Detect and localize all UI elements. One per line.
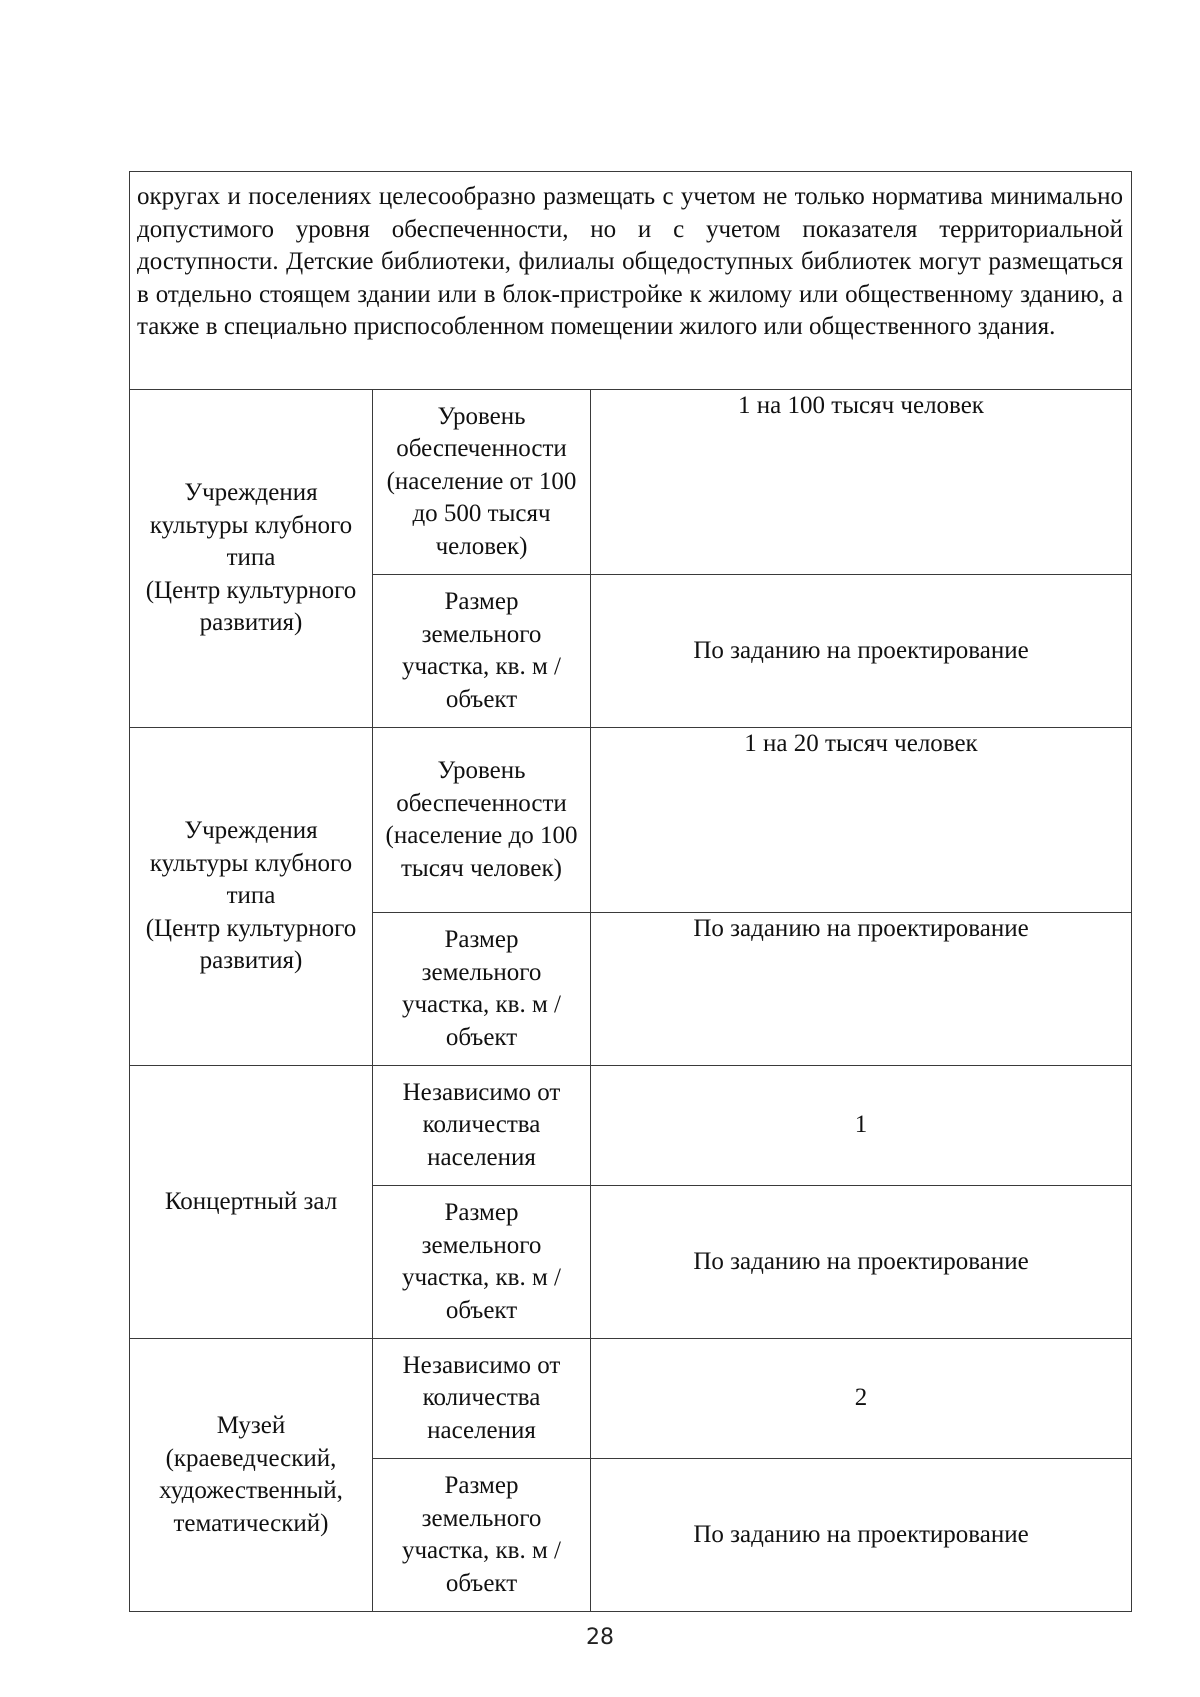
table-row: [130, 1066, 1132, 1186]
value-provision-level: 1 на 20 тысяч человек: [591, 728, 1132, 913]
facility-name-club-small: Учреждения культуры клубного типа (Центр культурного развития): [130, 728, 373, 1066]
value-provision-level: 1 на 100 тысяч человек: [591, 390, 1132, 575]
param-land-plot-size: Размер земельного участка, кв. м / объект: [373, 1186, 591, 1339]
param-land-plot-size: Размер земельного участка, кв. м / объект: [373, 913, 591, 1066]
intro-row: [130, 172, 1132, 390]
table-row: [130, 1339, 1132, 1459]
facility-name-museum: Музей (краеведческий, художественный, тематический): [130, 1339, 373, 1612]
page-number: 28: [586, 1625, 614, 1650]
value-land-plot-size: По заданию на проектирование: [591, 575, 1132, 728]
param-land-plot-size: Размер земельного участка, кв. м / объект: [373, 575, 591, 728]
standards-table: [129, 171, 1132, 1612]
param-land-plot-size: Размер земельного участка, кв. м / объект: [373, 1459, 591, 1612]
value-land-plot-size: По заданию на проектирование: [591, 1186, 1132, 1339]
intro-paragraph: округах и поселениях целесообразно размещать с учетом не только норматива минимально допустимого уровня обеспеченности, но и с учетом показателя территориальной доступности. Детские библиотеки, филиалы общедоступных библиотек могут размещаться в отдельно стоящем здании или в блок-пристройке к жилому или общественному зданию, а также в специально приспособленном помещении жилого или общественного здания.: [130, 172, 1132, 390]
table-row: [130, 728, 1132, 913]
value-count: 1: [591, 1066, 1132, 1186]
facility-name-concert-hall: Концертный зал: [130, 1066, 373, 1339]
facility-name-club-large: Учреждения культуры клубного типа (Центр культурного развития): [130, 390, 373, 728]
param-regardless-population: Независимо от количества населения: [373, 1066, 591, 1186]
value-land-plot-size: По заданию на проектирование: [591, 913, 1132, 1066]
param-provision-level: Уровень обеспеченности (население до 100 тысяч человек): [373, 728, 591, 913]
param-provision-level: Уровень обеспеченности (население от 100 до 500 тысяч человек): [373, 390, 591, 575]
param-regardless-population: Независимо от количества населения: [373, 1339, 591, 1459]
value-count: 2: [591, 1339, 1132, 1459]
value-land-plot-size: По заданию на проектирование: [591, 1459, 1132, 1612]
table-row: [130, 390, 1132, 575]
